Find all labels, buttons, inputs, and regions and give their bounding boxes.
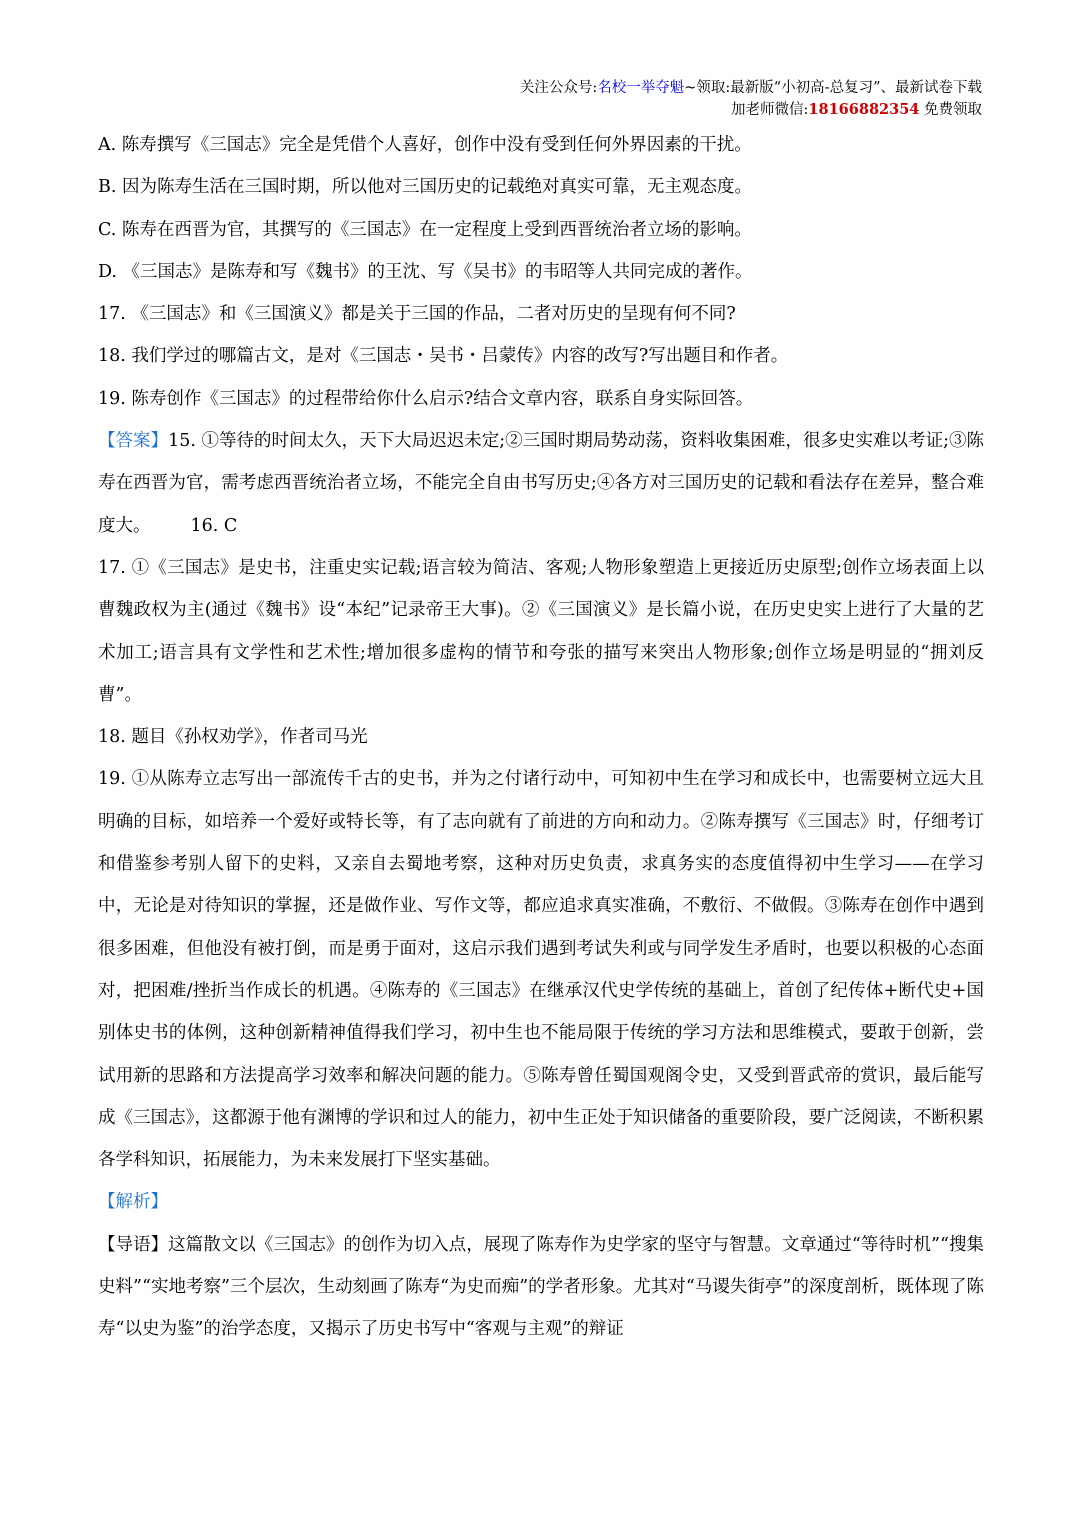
promo-header bbox=[520, 78, 982, 121]
account-name-link[interactable]: 名校一举夺魁 bbox=[597, 80, 685, 96]
question-19: 19. 陈寿创作《三国志》的过程带给你什么启示?结合文章内容，联系自身实际回答。 bbox=[98, 388, 754, 409]
answer-19: 19. ①从陈寿立志写出一部流传千古的史书，并为之付诸行动中，可知初中生在学习和成长中，也需要树立远大且明确的目标，如培养一个爱好或特长等，有了志向就有了前进的方向和动力。②陈寿撰写《三国志》时，仔细考订和借鉴参考别人留下的史料，又亲自去蜀地考察，这种对历史负责，求真务实的态度值得初中生学习——在学习中，无论是对待知识的掌握，还是做作业、写作文等，都应追求真实准确，不敷衍、不做假。③陈寿在创作中遇到很多困难，但他没有被打倒，而是勇于面对，这启示我们遇到考试失利或与同学发生矛盾时，也要以积极的心态面对，把困难/挫折当作成长的机遇。④陈寿的《三国志》在继承汉代史学传统的基础上，首创了纪传体+断代史+国别体史书的体例，这种创新精神值得我们学习，初中生也不能局限于传统的学习方法和思维模式，要敢于创新，尝试用新的思路和方法提高学习效率和解决问题的能力。⑤陈寿曾任蜀国观阁令史，又受到晋武帝的赏识，最后能写成《三国志》，这都源于他有渊博的学识和过人的能力，初中生正处于知识储备的重要阶段，要广泛阅读，不断积累各学科知识，拓展能力，为未来发展打下坚实基础。 bbox=[98, 769, 984, 1171]
document-body bbox=[98, 124, 984, 1351]
wechat-suffix: 免费领取 bbox=[919, 102, 982, 118]
answer-15-16 bbox=[98, 420, 984, 547]
promo-prefix: 关注公众号: bbox=[519, 80, 598, 96]
answer-16: 16. C bbox=[190, 515, 238, 536]
wechat-prefix: 加老师微信: bbox=[731, 102, 809, 118]
promo-line-2 bbox=[520, 99, 982, 121]
answer-15: 15. ①等待的时间太久，天下大局迟迟未定;②三国时期局势动荡，资料收集困难，很多史实难以考证;③陈寿在西晋为官，需考虑西晋统治者立场，不能完全自由书写历史;④各方对三国历史的记载和看法存在差异，整合难度大。 bbox=[98, 431, 985, 536]
option-a: A. 陈寿撰写《三国志》完全是凭借个人喜好，创作中没有受到任何外界因素的干扰。 bbox=[98, 135, 752, 155]
question-17: 17. 《三国志》和《三国演义》都是关于三国的作品，二者对历史的呈现有何不同? bbox=[98, 304, 736, 325]
answer-tag: 【答案】 bbox=[98, 431, 169, 452]
answer-18: 18. 题目《孙权劝学》，作者司马光 bbox=[98, 727, 368, 748]
option-d: D. 《三国志》是陈寿和写《魏书》的王沈、写《吴书》的韦昭等人共同完成的著作。 bbox=[98, 261, 753, 282]
option-c: C. 陈寿在西晋为官，其撰写的《三国志》在一定程度上受到西晋统治者立场的影响。 bbox=[98, 219, 752, 240]
option-b: B. 因为陈寿生活在三国时期，所以他对三国历史的记载绝对真实可靠，无主观态度。 bbox=[98, 177, 752, 198]
promo-line-1 bbox=[520, 78, 982, 99]
question-18: 18. 我们学过的哪篇古文，是对《三国志・吴书・吕蒙传》内容的改写?写出题目和作者。 bbox=[98, 346, 789, 367]
analysis-tag: 【解析】 bbox=[98, 1192, 168, 1213]
promo-suffix: ~领取:最新版“小初高-总复习”、最新试卷下载 bbox=[684, 80, 982, 96]
wechat-number: 18166882354 bbox=[808, 101, 920, 118]
answer-17: 17. ①《三国志》是史书，注重史实记载;语言较为简洁、客观;人物形象塑造上更接近历史原型;创作立场表面上以曹魏政权为主(通过《魏书》设“本纪”记录帝王大事)。②《三国演义》是长篇小说，在历史史实上进行了大量的艺术加工;语言具有文学性和艺术性;增加很多虚构的情节和夸张的描写来突出人物形象;创作立场是明显的“拥刘反曹”。 bbox=[98, 557, 984, 705]
analysis-intro: 【导语】这篇散文以《三国志》的创作为切入点，展现了陈寿作为史学家的坚守与智慧。文章通过“等待时机”“搜集史料”“实地考察”三个层次，生动刻画了陈寿“为史而痴”的学者形象。尤其对“马谡失街亭”的深度剖析，既体现了陈寿“以史为鉴”的治学态度，又揭示了历史书写中“客观与主观”的辩证 bbox=[98, 1234, 984, 1340]
